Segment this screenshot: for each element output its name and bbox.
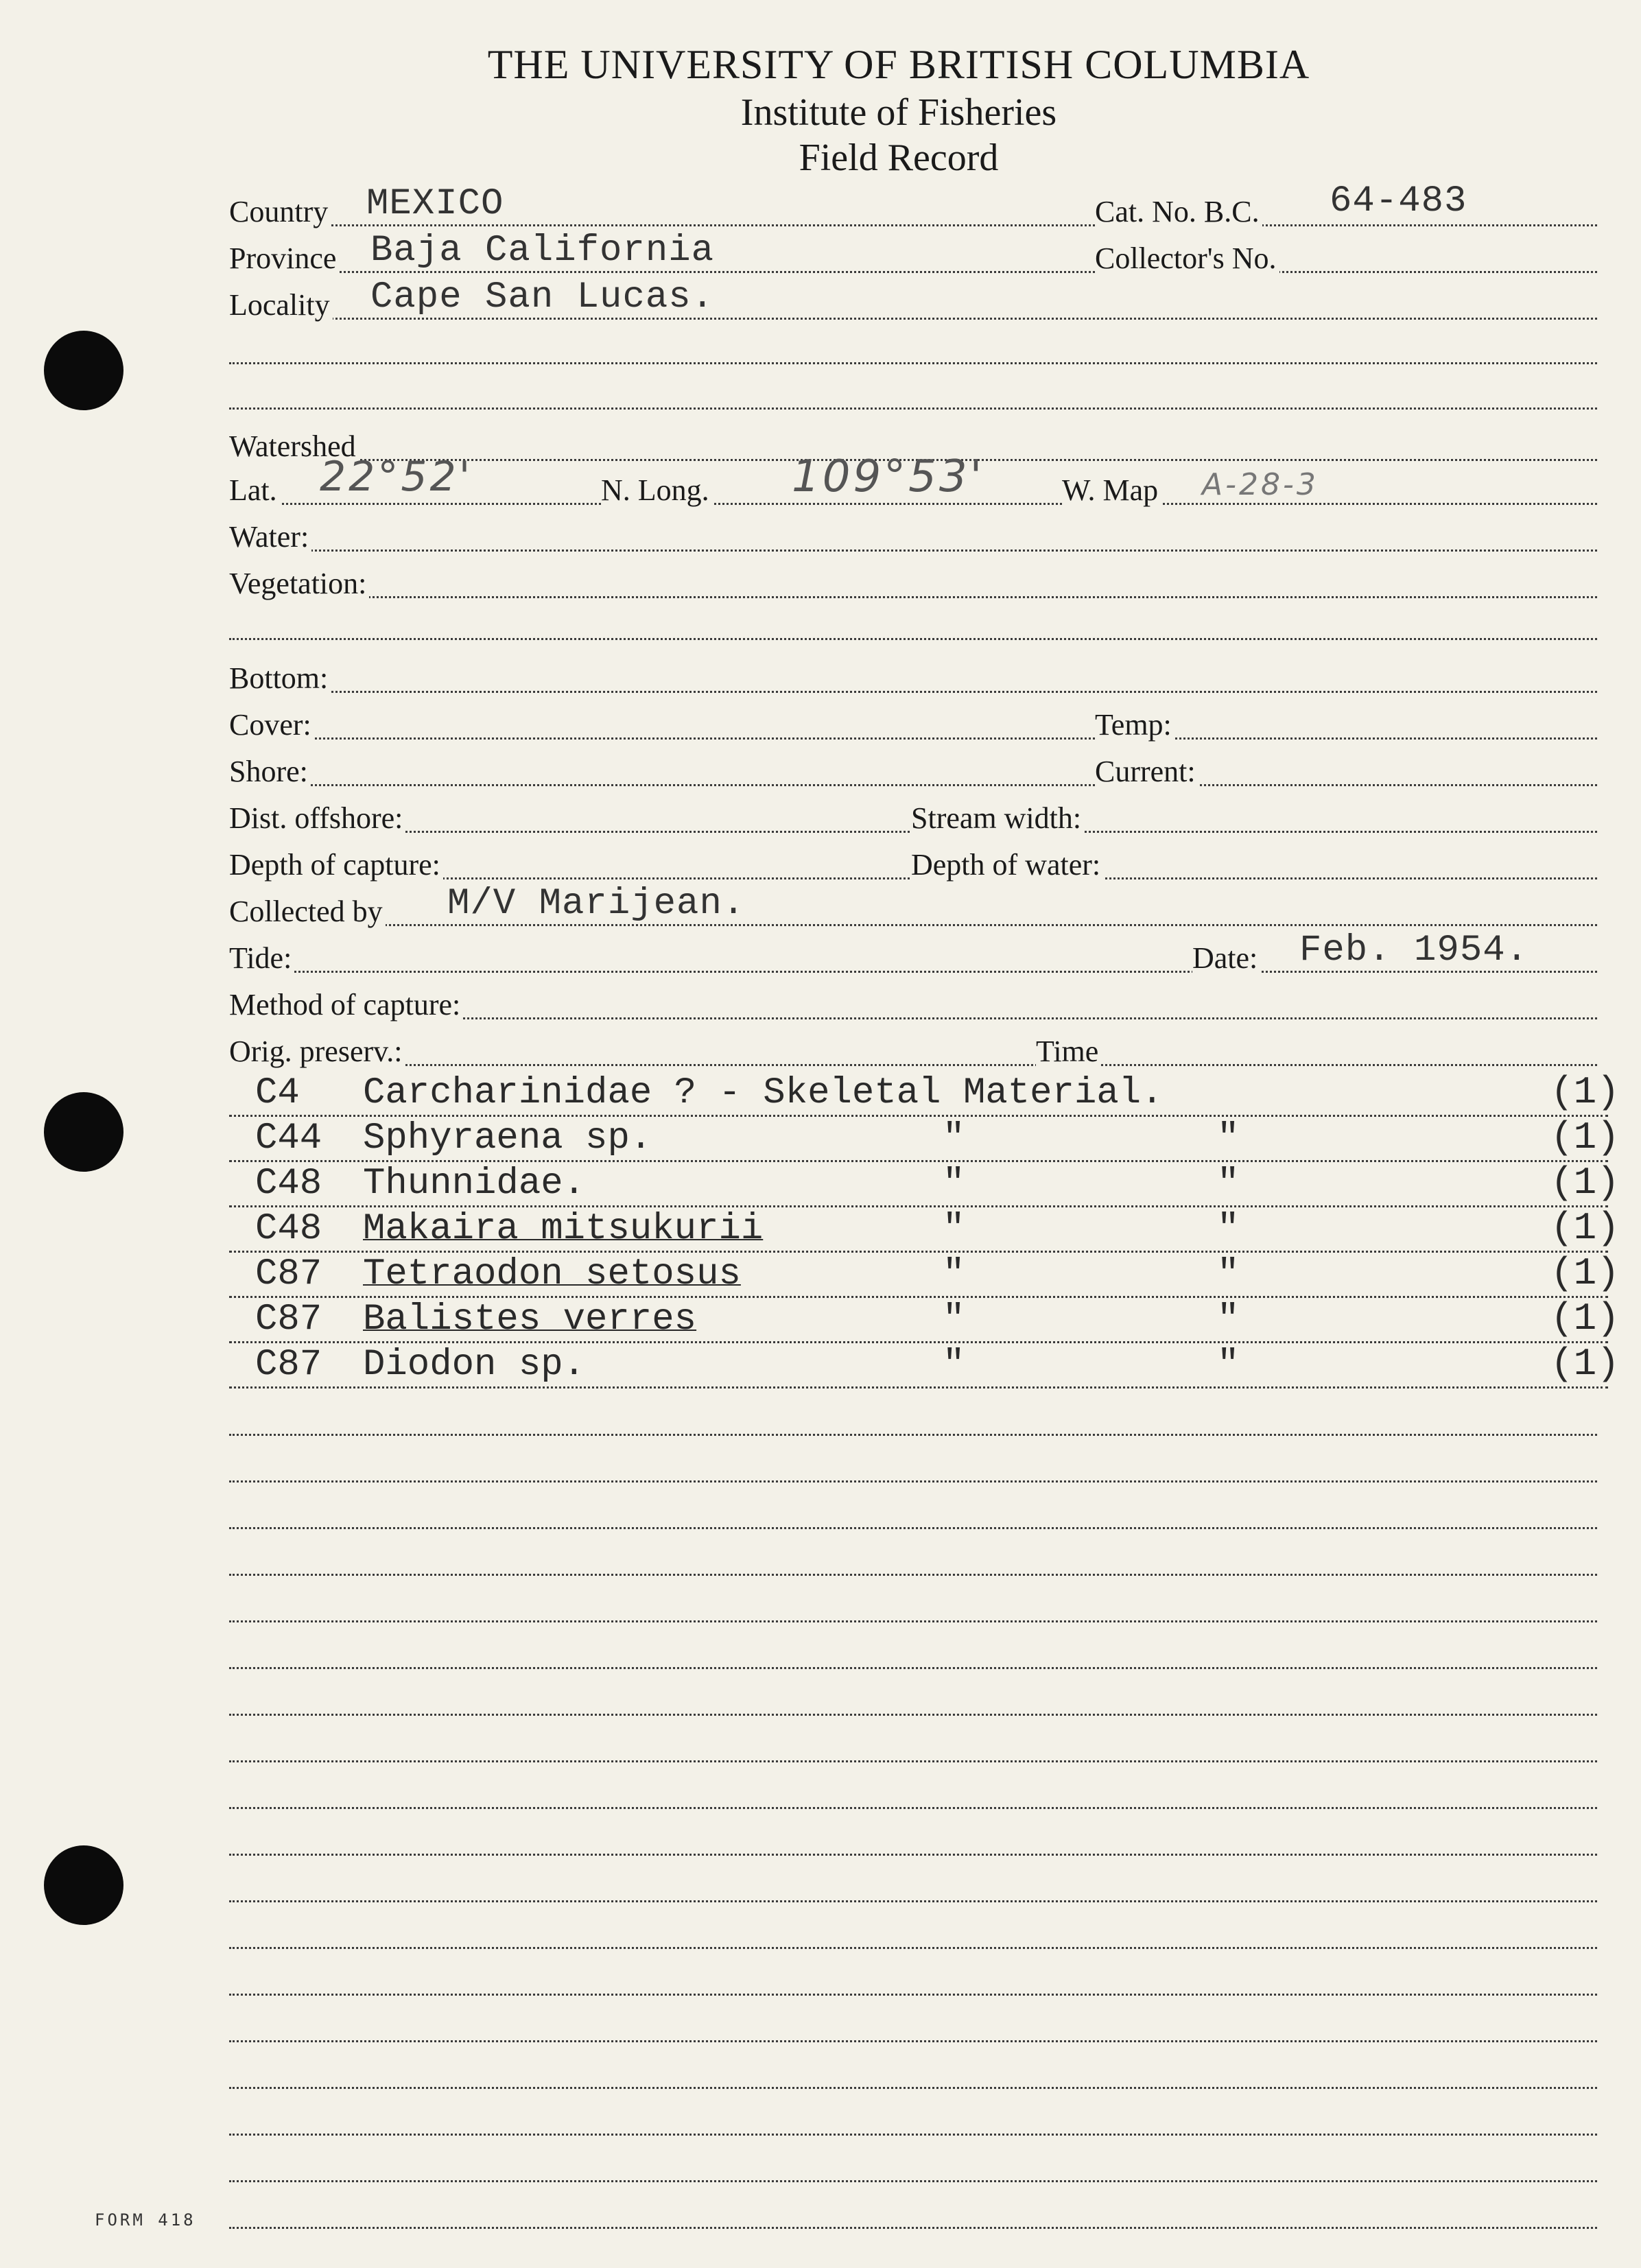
blank-line (229, 1527, 1597, 1529)
row-tide-date (229, 930, 1597, 978)
ditto-mark: " (943, 1344, 965, 1386)
vegetation-label: Vegetation: (229, 566, 369, 601)
blank-line (229, 1574, 1597, 1576)
blank-line (229, 1667, 1597, 1669)
blank-line (229, 2134, 1597, 2136)
bottom-label: Bottom: (229, 661, 331, 696)
collected-by-label: Collected by (229, 894, 386, 929)
tide-label: Tide: (229, 941, 294, 976)
n-long-label: N. Long. (601, 473, 712, 508)
row-orig-preserv (229, 1030, 1597, 1072)
specimen-row (229, 1115, 1629, 1163)
specimen-code: C48 (255, 1208, 322, 1250)
row-shore (229, 751, 1597, 792)
specimen-count: (1) (1550, 1297, 1620, 1340)
blank-line (229, 1900, 1597, 1902)
date-value: Feb. 1954. (1299, 930, 1529, 971)
specimen-count: (1) (1550, 1161, 1620, 1205)
blank-line (229, 2087, 1597, 2089)
ditto-mark: " (943, 1208, 965, 1250)
row-dist-offshore (229, 797, 1597, 838)
method-label: Method of capture: (229, 987, 463, 1022)
specimen-name: Makaira mitsukurii (363, 1208, 764, 1250)
blank-line (229, 1434, 1597, 1436)
specimen-count: (1) (1550, 1342, 1620, 1386)
current-label: Current: (1095, 754, 1199, 789)
ditto-mark: " (1217, 1163, 1240, 1205)
specimen-row (229, 1070, 1629, 1118)
blank-line (229, 2180, 1597, 2182)
university-title: THE UNIVERSITY OF BRITISH COLUMBIA (487, 42, 1310, 87)
shore-label: Shore: (229, 754, 311, 789)
row-cover (229, 704, 1597, 745)
specimen-code: C4 (255, 1072, 300, 1114)
row-vegetation (229, 563, 1597, 604)
ditto-mark: " (1217, 1253, 1240, 1295)
blank-line (229, 407, 1597, 410)
blank-line (229, 1994, 1597, 1996)
row-depth (229, 844, 1597, 885)
specimen-count: (1) (1550, 1206, 1620, 1250)
specimen-count: (1) (1550, 1070, 1620, 1114)
lat-value: 22°52' (320, 453, 473, 501)
specimen-name: Diodon sp. (363, 1344, 586, 1386)
blank-line (229, 1480, 1597, 1483)
form-number: FORM 418 (95, 2210, 196, 2230)
ditto-mark: " (943, 1163, 965, 1205)
row-country (229, 180, 1597, 232)
institute-title: Institute of Fisheries (740, 91, 1057, 134)
w-map-label: W. Map (1062, 473, 1161, 508)
row-method (229, 984, 1597, 1025)
blank-line (229, 1620, 1597, 1622)
map-value: A-28-3 (1202, 467, 1319, 502)
specimen-name: Carcharinidae ? - Skeletal Material. (363, 1072, 1164, 1114)
time-label: Time (1036, 1034, 1101, 1069)
province-label: Province (229, 241, 339, 276)
blank-line (229, 1760, 1597, 1762)
specimen-row (229, 1342, 1629, 1390)
blank-line (229, 1947, 1597, 1949)
blank-line (229, 1854, 1597, 1856)
stream-width-label: Stream width: (911, 801, 1084, 836)
water-label: Water: (229, 519, 311, 554)
dist-offshore-label: Dist. offshore: (229, 801, 405, 836)
blank-line (229, 638, 1597, 640)
orig-preserv-label: Orig. preserv.: (229, 1034, 405, 1069)
lat-label: Lat. (229, 473, 280, 508)
country-value: MEXICO (366, 183, 504, 225)
temp-label: Temp: (1095, 707, 1174, 742)
specimen-name: Sphyraena sp. (363, 1118, 652, 1159)
cat-no-label: Cat. No. B.C. (1095, 194, 1262, 229)
ditto-mark: " (1217, 1299, 1240, 1340)
ditto-mark: " (1217, 1344, 1240, 1386)
blank-line (229, 2040, 1597, 2042)
ditto-mark: " (1217, 1208, 1240, 1250)
cover-label: Cover: (229, 707, 314, 742)
ditto-mark: " (943, 1299, 965, 1340)
row-collected-by (229, 883, 1597, 932)
blank-line (229, 1807, 1597, 1809)
long-value: 109°53' (792, 451, 985, 502)
punch-hole-top (44, 331, 123, 410)
specimen-row (229, 1251, 1629, 1299)
row-water (229, 516, 1597, 557)
province-value: Baja California (370, 230, 715, 272)
blank-line (229, 362, 1597, 364)
punch-hole-bottom (44, 1845, 123, 1925)
collected-by-value: M/V Marijean. (447, 883, 746, 925)
locality-value: Cape San Lucas. (370, 276, 715, 318)
collectors-no-label: Collector's No. (1095, 241, 1279, 276)
blank-line (229, 1714, 1597, 1716)
row-bottom (229, 657, 1597, 698)
depth-capture-label: Depth of capture: (229, 847, 443, 882)
specimen-code: C87 (255, 1344, 322, 1386)
row-locality (229, 276, 1597, 325)
specimen-count: (1) (1550, 1251, 1620, 1295)
row-province (229, 230, 1597, 279)
specimen-count: (1) (1550, 1115, 1620, 1159)
specimen-code: C87 (255, 1299, 322, 1340)
blank-line (229, 2227, 1597, 2229)
country-label: Country (229, 194, 331, 229)
ditto-mark: " (943, 1118, 965, 1159)
specimen-name: Thunnidae. (363, 1163, 586, 1205)
row-lat-long (229, 451, 1597, 510)
specimen-row (229, 1161, 1629, 1209)
cat-no-value: 64-483 (1330, 180, 1467, 222)
ditto-mark: " (1217, 1118, 1240, 1159)
watershed-label: Watershed (229, 429, 359, 464)
specimen-row (229, 1297, 1629, 1345)
specimen-code: C87 (255, 1253, 322, 1295)
ditto-mark: " (943, 1253, 965, 1295)
date-label: Date: (1192, 941, 1260, 976)
specimen-name: Balistes verres (363, 1299, 697, 1340)
specimen-code: C48 (255, 1163, 322, 1205)
depth-water-label: Depth of water: (911, 847, 1103, 882)
specimen-name: Tetraodon setosus (363, 1253, 741, 1295)
record-title: Field Record (799, 137, 999, 179)
punch-hole-middle (44, 1092, 123, 1172)
specimen-code: C44 (255, 1118, 322, 1159)
specimen-row (229, 1206, 1629, 1254)
locality-label: Locality (229, 287, 333, 322)
